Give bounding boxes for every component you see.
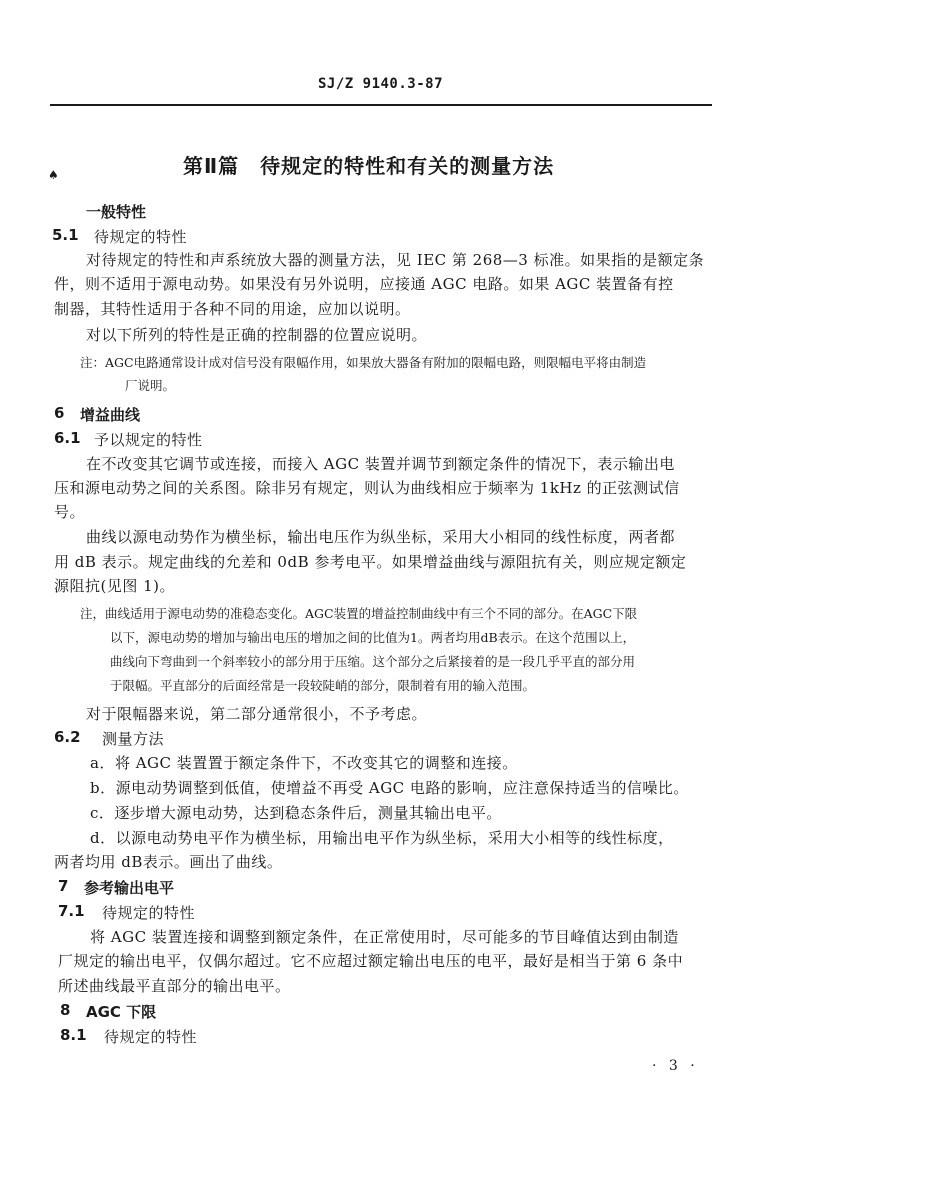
list-item-d: d．以源电动势电平作为横坐标，用输出电平作为纵坐标，采用大小相等的线性标度， [90, 829, 674, 847]
paragraph-line: 制器，其特性适用于各种不同的用途，应加以说明。 [54, 300, 411, 318]
section-7-number: 7 [58, 877, 69, 895]
paragraph-line: 源阻抗(见图 1)。 [54, 577, 176, 595]
section-6-number: 6 [54, 404, 65, 422]
section-6-1-title: 予以规定的特性 [94, 431, 203, 449]
section-6-2-number: 6.2 [54, 728, 81, 746]
note-line: 注：AGC电路通常设计成对信号没有限幅作用，如果放大器备有附加的限幅电路，则限幅电平将由制造 [80, 355, 647, 370]
margin-mark: ♠ [48, 168, 59, 182]
paragraph-line: 对以下所列的特性是正确的控制器的位置应说明。 [86, 326, 428, 344]
paragraph-line: 将 AGC 装置连接和调整到额定条件，在正常使用时，尽可能多的节目峰值达到由制造 [90, 928, 679, 946]
header-rule [50, 104, 712, 106]
note-line: 注，曲线适用于源电动势的准稳态变化。AGC装置的增益控制曲线中有三个不同的部分。在AGC下限 [80, 606, 638, 621]
section-5-1-number: 5.1 [52, 226, 79, 244]
page-title: 第Ⅱ篇 待规定的特性和有关的测量方法 [183, 154, 555, 178]
list-item-b: b．源电动势调整到低值，使增益不再受 AGC 电路的影响，应注意保持适当的信噪比。 [90, 779, 689, 797]
section-7-1-number: 7.1 [58, 902, 85, 920]
note-line: 以下，源电动势的增加与输出电压的增加之间的比值为1。两者均用dB表示。在这个范围以上， [110, 630, 636, 645]
paragraph-line: 对于限幅器来说，第二部分通常很小，不予考虑。 [86, 705, 428, 723]
page-number: · 3 · [652, 1058, 699, 1074]
list-item-c: c．逐步增大源电动势，达到稳态条件后，测量其输出电平。 [90, 804, 502, 822]
section-5-heading: 一般特性 [86, 203, 147, 221]
section-8-number: 8 [60, 1001, 71, 1019]
paragraph-line: 用 dB 表示。规定曲线的允差和 0dB 参考电平。如果增益曲线与源阻抗有关，则应规定额定 [54, 553, 687, 571]
section-8-1-title: 待规定的特性 [104, 1028, 198, 1046]
paragraph-line: 压和源电动势之间的关系图。除非另有规定，则认为曲线相应于频率为 1kHz 的正弦测试信 [54, 479, 680, 497]
list-item-a: a．将 AGC 装置置于额定条件下，不改变其它的调整和连接。 [90, 754, 518, 772]
note-line: 曲线向下弯曲到一个斜率较小的部分用于压缩。这个部分之后紧接着的是一段几乎平直的部分用 [110, 654, 636, 669]
section-5-1-title: 待规定的特性 [94, 228, 188, 246]
standard-code: SJ/Z 9140.3-87 [318, 76, 444, 92]
note-line: 于限幅。平直部分的后面经常是一段较陡峭的部分，限制着有用的输入范围。 [110, 678, 536, 693]
section-8-1-number: 8.1 [60, 1026, 87, 1044]
paragraph-line: 厂规定的输出电平，仅偶尔超过。它不应超过额定输出电压的电平，最好是相当于第 6 条中 [58, 952, 684, 970]
note-line: 厂说明。 [125, 378, 176, 393]
section-6-1-number: 6.1 [54, 429, 81, 447]
paragraph-line: 件，则不适用于源电动势。如果没有另外说明，应接通 AGC 电路。如果 AGC 装置备有控 [54, 275, 674, 293]
paragraph-line: 对待规定的特性和声系统放大器的测量方法，见 IEC 第 268—3 标准。如果指的是额定条 [86, 251, 705, 269]
section-6-title: 增益曲线 [80, 406, 141, 424]
section-7-title: 参考输出电平 [84, 879, 175, 897]
paragraph-line: 所述曲线最平直部分的输出电平。 [58, 977, 291, 995]
paragraph-line: 在不改变其它调节或连接，而接入 AGC 装置并调节到额定条件的情况下，表示输出电 [86, 455, 675, 473]
section-6-2-title: 测量方法 [102, 730, 165, 748]
list-item-d-cont: 两者均用 dB表示。画出了曲线。 [54, 853, 283, 871]
section-8-title: AGC 下限 [86, 1003, 157, 1021]
section-7-1-title: 待规定的特性 [102, 904, 196, 922]
paragraph-line: 号。 [54, 503, 86, 521]
paragraph-line: 曲线以源电动势作为横坐标，输出电压作为纵坐标，采用大小相同的线性标度，两者都 [86, 528, 676, 546]
